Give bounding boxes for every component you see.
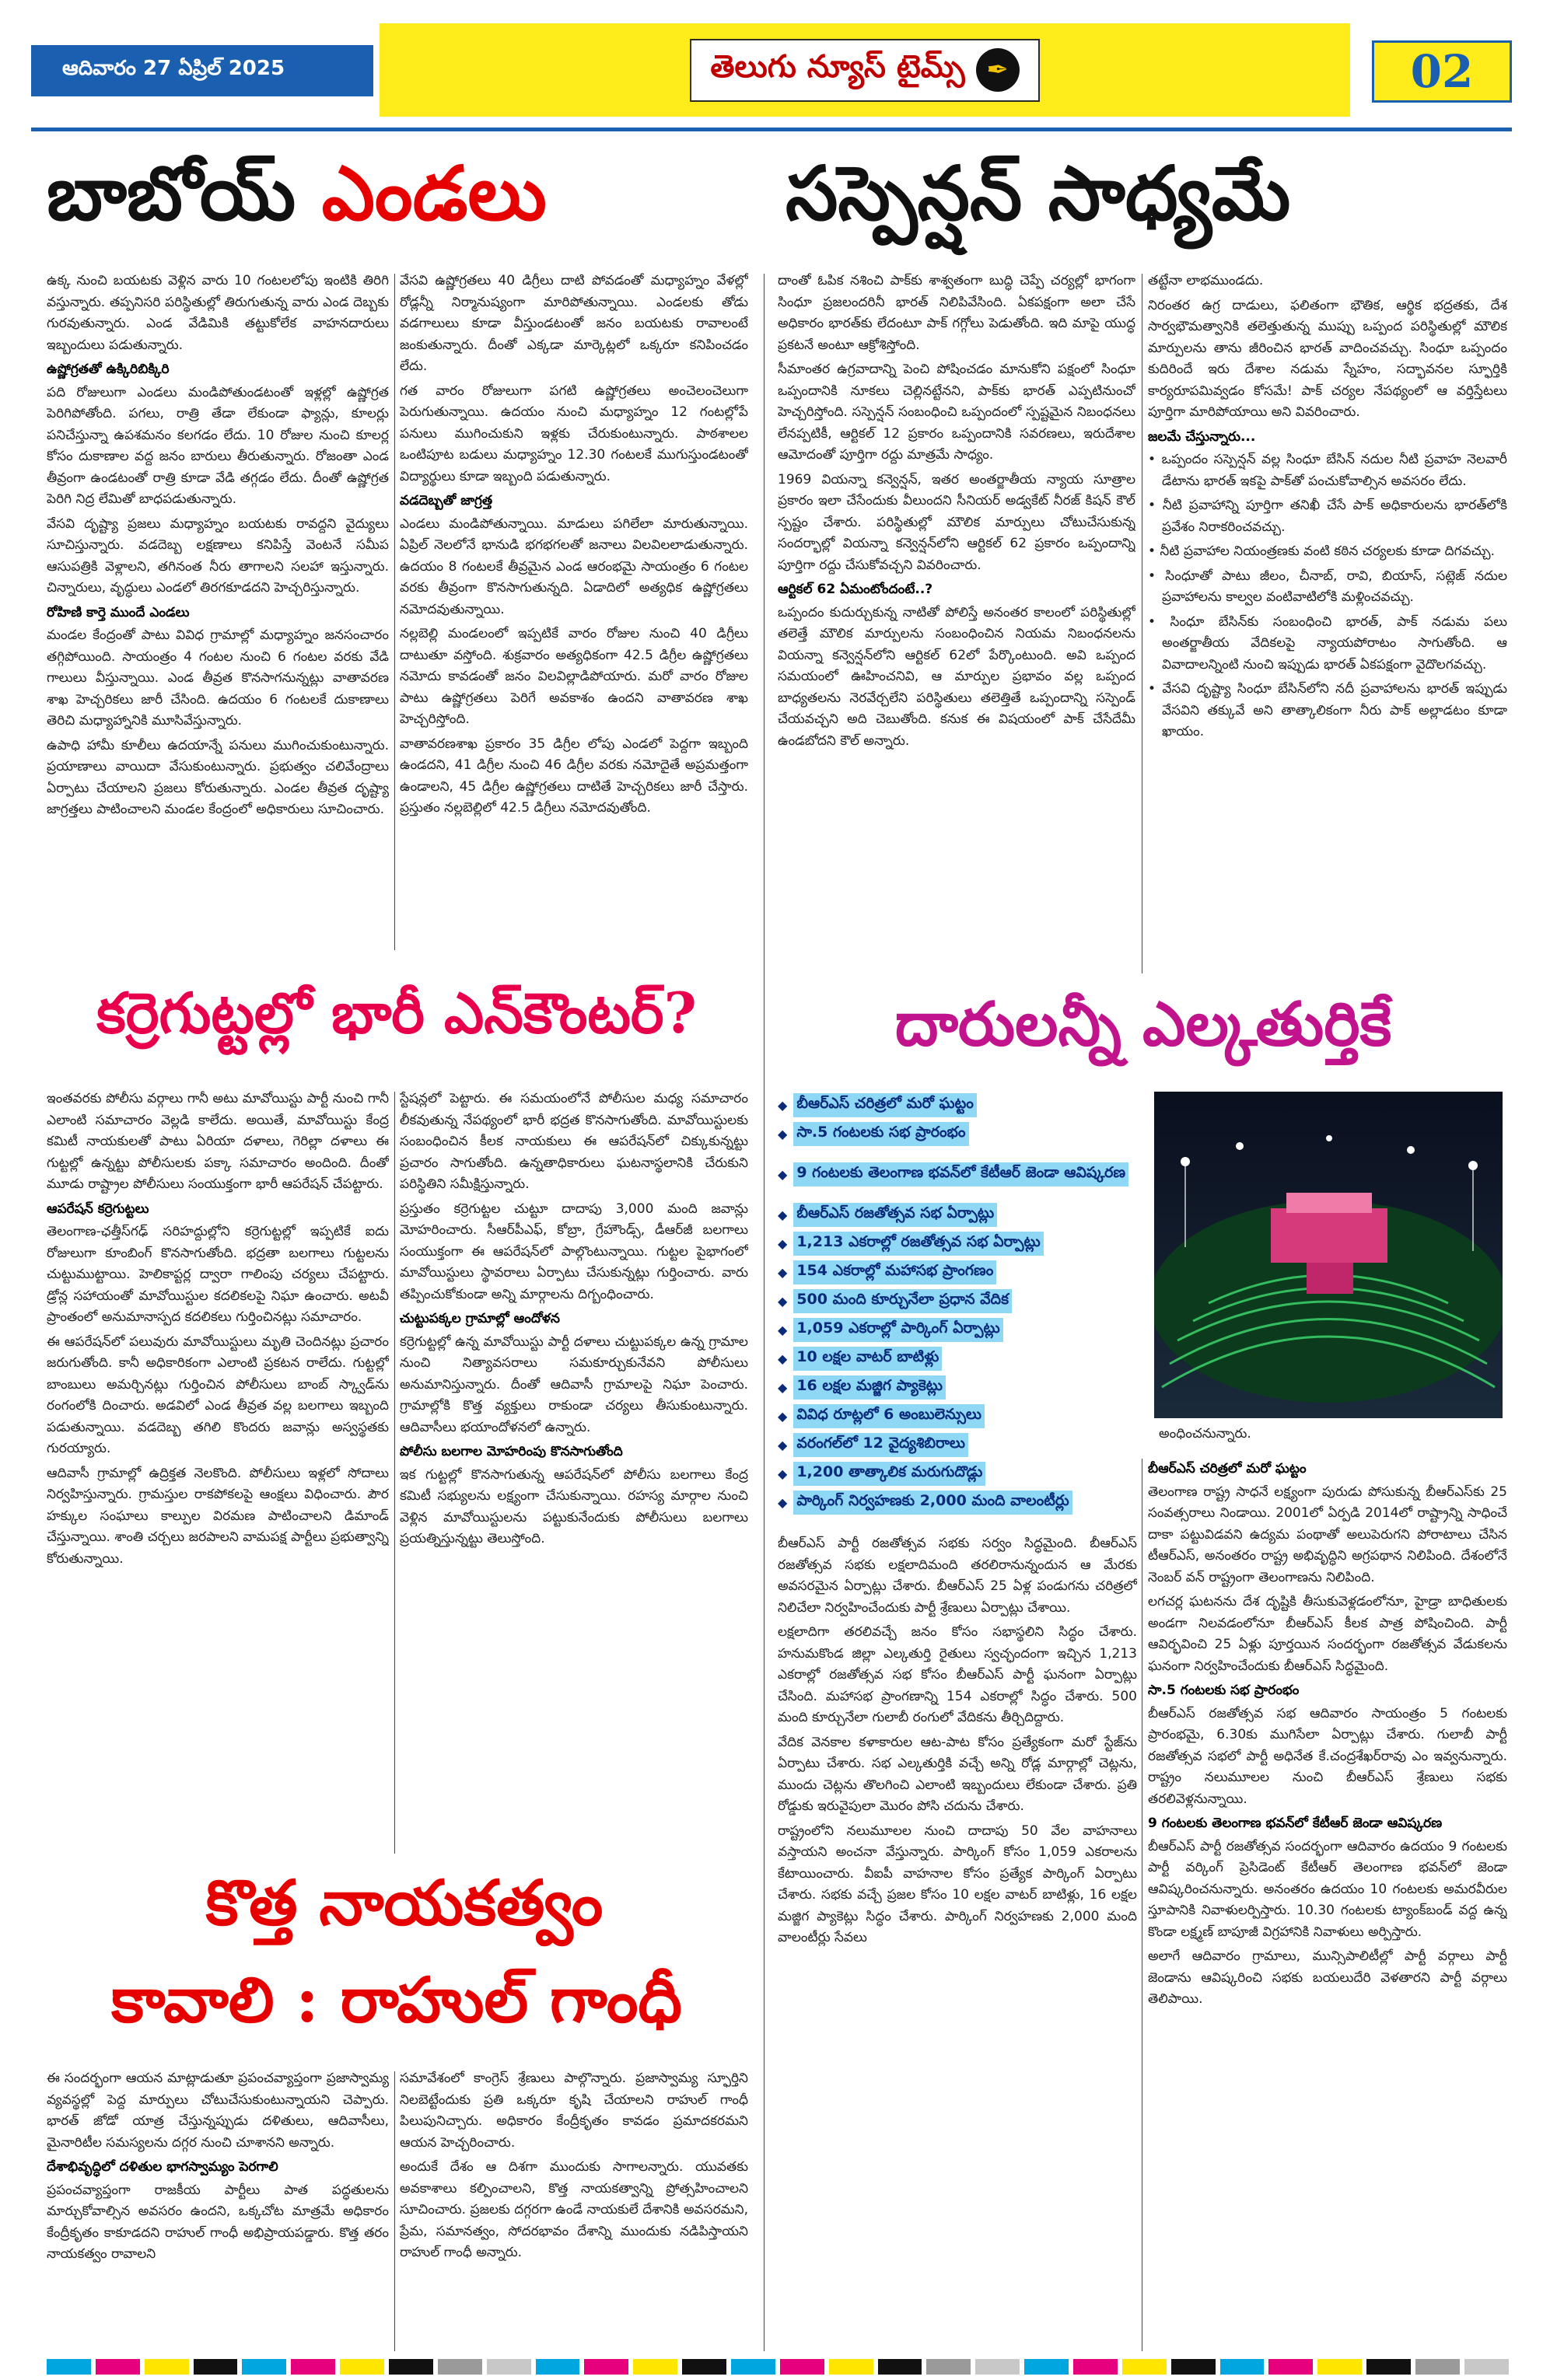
paragraph: లగచర్ల ఘటనను దేశ దృష్టికి తీసుకువెళ్లడంలోనూ, హైడ్రా బాధితులకు అండగా నిలవడంలోనూ బీఆర్ఎస్ కీలక పాత్ర పోషించింది. పార్టీ ఆవిర్భవించి 25 ఏళ్లు పూర్తయిన సందర్భంగా రజతోత్సవ వేడుకలను ఘనంగా నిర్వహించేందుకు బీఆర్ఎస్ సిద్ధమైంది. [1148, 1594, 1507, 1674]
article-heat-col2 [400, 271, 748, 955]
color-swatch [1171, 2359, 1216, 2375]
diamond-icon: ◆ [778, 1494, 788, 1510]
highlight-item: ◆ 16 లక్షల మజ్జిగ ప్యాకెట్లు [778, 1374, 1148, 1400]
color-swatch [194, 2359, 238, 2375]
paragraph: లక్షలాదిగా తరలివచ్చే జనం కోసం సభాస్థలిని సిద్ధం చేశారు. హనుమకొండ జిల్లా ఎల్కతుర్తి రైతులు స్వచ్ఛందంగా ఇచ్చిన 1,213 ఎకరాల్లో రజతోత్సవ సభ కోసం బీఆర్ఎస్ పార్టీ ఘనంగా ఏర్పాట్లు చేసింది. మహాసభ ప్రాంగణాన్ని 154 ఎకరాల్లో సిద్ధం చేశారు. 500 మంది కూర్చునేలా గులాబీ రంగులో వేదికను తీర్చిదిద్దారు. [778, 1624, 1137, 1725]
diamond-icon: ◆ [778, 1351, 788, 1366]
bullet-paragraph: • ఒప్పందం సస్పెన్షన్ వల్ల సింధూ బేసిన్ నదుల నీటి ప్రవాహ నెలవారీ డేటాను భారత్ ఇకపై పాక్‌తో పంచుకోవాల్సిన అవసరం లేదు. [1148, 452, 1507, 489]
color-swatch [829, 2359, 873, 2375]
paragraph: ఉపాధి హామీ కూలీలు ఉదయాన్నే పనులు ముగించుకుంటున్నారు. ప్రయాణాలు వాయిదా వేసుకుంటున్నారు. ప్రభుత్వం చలివేంద్రాలు ఏర్పాటు చేయాలని ప్రజలు కోరుతున్నారు. ఎండల తీవ్రత దృష్ట్యా జాగ్రత్తలు పాటించాలని మండల కేంద్రంలో అధికారులు సూచించారు. [47, 737, 389, 817]
diamond-icon: ◆ [778, 1437, 788, 1452]
paragraph: ఈ సందర్భంగా ఆయన మాట్లాడుతూ ప్రపంచవ్యాప్తంగా ప్రజాస్వామ్య వ్యవస్థల్లో పెద్ద మార్పులు చోటుచేసుకుంటున్నాయని చెప్పారు. భారత్ జోడో యాత్ర చేస్తున్నప్పుడు దళితులు, ఆదివాసీలు, మైనారిటీల సమస్యలను దగ్గర నుంచి చూశానని అన్నారు. [47, 2071, 389, 2151]
newspaper-logo [690, 39, 1039, 102]
highlight-item: ◆ 9 గంటలకు తెలంగాణ భవన్‌లో కేటీఆర్ జెండా ఆవిష్కరణ [778, 1149, 1148, 1199]
highlight-item: ◆ 10 లక్షల వాటర్ బాటిళ్లు [778, 1345, 1148, 1372]
paragraph: ఉక్క నుంచి బయటకు వెళ్లిన వారు 10 గంటలలోపు ఇంటికి తిరిగి వస్తున్నారు. తప్పనిసరి పరిస్థితుల్లో తిరుగుతున్న వారు ఎండ దెబ్బకు గురవుతున్నారు. ఎండ వేడిమికి తట్టుకోలేక వాహనదారులు ఇబ్బందులు పడుతున్నారు. [47, 273, 389, 353]
paragraph: వేదిక వెనకాల కళాకారుల ఆట-పాట కోసం ప్రత్యేకంగా మరో స్టేజ్‌ను ఏర్పాటు చేశారు. సభ ఎల్కతుర్తికి వచ్చే అన్ని రోడ్ల మార్గాల్లో చెట్లను, ముందు చెట్లను తొలగించి ఎలాంటి ఇబ్బందులు లేకుండా చేశారు. ప్రతి రోడ్డుకు ఇరువైపులా మొరం పోసి చదును చేశారు. [778, 1734, 1137, 1814]
color-swatch [1366, 2359, 1411, 2375]
diamond-icon: ◆ [778, 1466, 788, 1481]
subheading: వడదెబ్బతో జాగ్రత్త [400, 493, 493, 509]
subheading: జలమే చేస్తున్నారు... [1148, 428, 1256, 445]
paragraph: ఆదివాసీ గ్రామాల్లో ఉద్రిక్తత నెలకొంది. పోలీసులు ఇళ్లలో సోదాలు నిర్వహిస్తున్నారు. గ్రామస్తుల రాకపోకలపై ఆంక్షలు విధించారు. పౌర హక్కుల సంఘాలు కాల్పుల విరమణ పాటించాలని డిమాండ్ చేస్తున్నాయి. శాంతి చర్చలు జరపాలని వామపక్ష పార్టీలు ప్రభుత్వాన్ని కోరుతున్నాయి. [47, 1465, 389, 1567]
paragraph: తెలంగాణ-ఛత్తీస్‌గఢ్ సరిహద్దుల్లోని కర్రెగుట్టల్లో ఇప్పటికే ఐదు రోజులుగా కూంబింగ్ కొనసాగుతోంది. భద్రతా బలగాలు గుట్టలను చుట్టుముట్టాయి. హెలికాప్టర్ల ద్వారా గాలింపు చర్యలు చేపట్టారు. డ్రోన్ల సహాయంతో మావోయిస్టుల కదలికలపై నిఘా ఉంచారు. అటవీ ప్రాంతంలో అనుమానాస్పద కదలికలు గుర్తించినట్లు సమాచారం. [47, 1224, 389, 1325]
highlight-item: ◆ బీఆర్ఎస్ చరిత్రలో మరో ఘట్టం [778, 1092, 1148, 1118]
article-rahul-col2 [400, 2068, 748, 2351]
color-swatch [682, 2359, 726, 2375]
paragraph: గత వారం రోజులుగా పగటి ఉష్ణోగ్రతలు అంచెలంచెలుగా పెరుగుతున్నాయి. ఉదయం నుంచి మధ్యాహ్నం 12 గంటల్లోపే పనులు ముగించుకుని ఇళ్లకు చేరుకుంటున్నారు. పాఠశాలల ఒంటిపూట బడులు మధ్యాహ్నం 12.30 గంటలకే ముగుస్తుండటంతో విద్యార్థులు కూడా ఇబ్బంది పడుతున్నారు. [400, 383, 748, 484]
highlight-item: ◆ పార్కింగ్ నిర్వహణకు 2,000 మంది వాలంటీర్లు [778, 1489, 1148, 1515]
color-swatch [584, 2359, 628, 2375]
diamond-icon: ◆ [778, 1207, 788, 1222]
column-divider [764, 274, 765, 2351]
subheading: 9 గంటలకు తెలంగాణ భవన్‌లో కేటీఆర్ జెండా ఆవిష్కరణ [1148, 1816, 1443, 1831]
headline-elkathurthi: దారులన్నీ ఎల్కతుర్తికే [894, 989, 1392, 1060]
paragraph: రాష్ట్రంలోని నలుమూలల నుంచి దాదాపు 50 వేల వాహనాలు వస్తాయని అంచనా వేస్తున్నారు. పార్కింగ్ కోసం 1,059 ఎకరాలను కేటాయించారు. వీఐపీ వాహనాల కోసం ప్రత్యేక పార్కింగ్ ఏర్పాటు చేశారు. సభకు వచ్చే ప్రజల కోసం 10 లక్షల వాటర్ బాటిళ్లు, 16 లక్షల మజ్జిగ ప్యాకెట్లు సిద్ధం చేశారు. పార్కింగ్ నిర్వహణకు 2,000 మంది వాలంటీర్లు సేవలు [778, 1823, 1137, 1945]
bullet-paragraph: • నీటి ప్రవాహాల నియంత్రణకు వంటి కఠిన చర్యలకు కూడా దిగవచ్చు. [1148, 543, 1495, 559]
color-swatch [1073, 2359, 1118, 2375]
color-swatch [780, 2359, 824, 2375]
subheading: బీఆర్ఎస్ చరిత్రలో మరో ఘట్టం [1148, 1461, 1307, 1477]
article-elkathurthi-col2 [1148, 1456, 1507, 2351]
paragraph: వేసవి దృష్ట్యా ప్రజలు మధ్యాహ్నం బయటకు రావద్దని వైద్యులు సూచిస్తున్నారు. వడదెబ్బ లక్షణాలు కనిపిస్తే వెంటనే సమీప ఆసుపత్రికి వెళ్లాలని, తగినంత నీరు తాగాలని సలహా ఇస్తున్నారు. చిన్నారులు, వృద్ధులు ఎండలో తిరగకూడదని హెచ్చరిస్తున్నారు. [47, 515, 389, 596]
color-swatch [1415, 2359, 1460, 2375]
headline-suspension: సస్పెన్షన్ సాధ్యమే [785, 149, 1291, 237]
headline-heat-part2: ఎండలు [321, 149, 547, 237]
paragraph: 1969 వియన్నా కన్వెన్షన్, ఇతర అంతర్జాతీయ న్యాయ సూత్రాల ప్రకారం ఇలా చేసేందుకు వీలుందని సీనియర్ అడ్వకేట్ నీరజ్ కిషన్ కౌల్ స్పష్టం చేశారు. పరిస్థితుల్లో మౌలిక మార్పులు చోటుచేసుకున్న సందర్భాల్లో వియన్నా కన్వెన్షన్‌లోని ఆర్టికల్ 62 ప్రకారం ఒప్పందాన్ని పూర్తిగా రద్దు చేసుకోవచ్చని వివరించారు. [778, 471, 1135, 573]
subheading: ఉష్ణోగ్రతతో ఉక్కిరిబిక్కిరి [47, 362, 170, 377]
bullet-paragraph: • నీటి ప్రవాహాన్ని పూర్తిగా తనిఖీ చేసే పాక్ అధికారులను భారత్‌లోకి ప్రవేశం నిరాకరించవచ్చు. [1148, 498, 1507, 535]
article-heat-col1 [47, 271, 389, 955]
paragraph: అలాగే ఆదివారం గ్రామాలు, మున్సిపాలిటీల్లో పార్టీ వర్గాలు పార్టీ జెండాను ఆవిష్కరించి సభకు బయలుదేరి వెళతారని పార్టీ వర్గాలు తెలిపాయి. [1148, 1948, 1507, 2007]
paragraph: ఒప్పందం కుదుర్చుకున్న నాటితో పోలిస్తే అనంతర కాలంలో పరిస్థితుల్లో తలెత్తే మౌలిక మార్పులను సంబంధించిన నియమ నిబంధనలను వియన్నా కన్వెన్షన్‌లోని ఆర్టికల్ 62లో పేర్కొంటుంది. అవి ఒప్పంద సమయంలో ఊహించనివి, ఆ మార్పుల ప్రభావం వల్ల ఒప్పంద బాధ్యతలను నెరవేర్చలేని పరిస్థితులు తలెత్తితే ఒప్పందాన్ని సస్పెండ్ చేయవచ్చని అది చెబుతోంది. కనుక ఈ విషయంలో పాక్ చేసేదేమీ ఉండబోదని కౌల్ అన్నారు. [778, 604, 1135, 749]
paragraph: సమావేశంలో కాంగ్రెస్ శ్రేణులు పాల్గొన్నారు. ప్రజాస్వామ్య స్ఫూర్తిని నిలబెట్టేందుకు ప్రతి ఒక్కరూ కృషి చేయాలని రాహుల్ గాంధీ పిలుపునిచ్చారు. అధికారం కేంద్రీకృతం కావడం ప్రమాదకరమని ఆయన హెచ్చరించారు. [400, 2071, 748, 2151]
paragraph: బీఆర్ఎస్ పార్టీ రజతోత్సవ సభకు సర్వం సిద్ధమైంది. బీఆర్ఎస్ రజతోత్సవ సభకు లక్షలాదిమంది తరలిరానున్నందున ఆ మేరకు అవసరమైన ఏర్పాట్లు చేశారు. బీఆర్ఎస్ 25 ఏళ్ల పండుగను చరిత్రలో నిలిచేలా నిర్వహించేందుకు పార్టీ శ్రేణులు ఏర్పాట్లు చేశాయి. [778, 1536, 1137, 1616]
subheading: దేశాభివృద్ధిలో దళితుల భాగస్వామ్యం పెరగాలి [47, 2159, 278, 2175]
subheading: ఆర్టికల్ 62 ఏమంటోందంటే..? [778, 582, 933, 597]
paragraph: కర్రెగుట్టల్లో ఉన్న మావోయిస్టు పార్టీ దళాలు చుట్టుపక్కల ఉన్న గ్రామాల నుంచి నిత్యావసరాలు సమకూర్చుకునేవని పోలీసులు అనుమానిస్తున్నారు. దీంతో ఆదివాసీ గ్రామాలపై నిఘా పెంచారు. గ్రామాల్లోకి కొత్త వ్యక్తులు రాకుండా చర్యలు తీసుకుంటున్నారు. ఆదివాసీలు భయాందోళనలో ఉన్నారు. [400, 1333, 748, 1435]
diamond-icon: ◆ [778, 1408, 788, 1424]
color-swatch [1024, 2359, 1069, 2375]
pen-nib-icon: ✒ [976, 48, 1020, 92]
paragraph: ఎండలు మండిపోతున్నాయి. మాడులు పగిలేలా మారుతున్నాయి. ఏప్రిల్ నెలలోనే భానుడి భగభగలతో జనాలు విలవిలలాడుతున్నారు. ఉదయం 8 గంటలకే తీవ్రమైన ఎండ ఆరంభమై సాయంత్రం 6 గంటల వరకు తీవ్రంగా కొనసాగుతున్నది. ఏడాదిలో అత్యధిక ఉష్ణోగ్రతలు నమోదవుతున్నాయి. [400, 515, 748, 617]
column-divider [394, 1092, 395, 1854]
color-swatch [389, 2359, 433, 2375]
highlight-item: ◆ వివిధ రూట్లలో 6 అంబులెన్సులు [778, 1403, 1148, 1429]
bullet-paragraph: • సింధూతో పాటు జీలం, చీనాబ్, రావి, బియాస్, సట్లెజ్ నదుల ప్రవాహాలను కాల్వల వంటివాటిలోకి మళ్లించవచ్చు. [1148, 568, 1507, 605]
paragraph: దాంతో ఓపిక నశించి పాక్‌కు శాశ్వతంగా బుద్ధి చెప్పే చర్యల్లో భాగంగా సింధూ ప్రజలందరినీ భారత్ నిలిపివేసింది. ఏకపక్షంగా అలా చేసే అధికారం భారత్‌కు లేదంటూ పాక్ గగ్గోలు పెడుతోంది. ఇది మాపై యుద్ధ ప్రకటనే అంటూ ఆక్రోశిస్తోంది. [778, 273, 1135, 353]
highlight-item: ◆ 1,059 ఎకరాల్లో పార్కింగ్ ఏర్పాట్లు [778, 1316, 1148, 1343]
highlight-item: ◆ 1,200 తాత్కాలిక మరుగుదొడ్లు [778, 1460, 1148, 1487]
color-swatch [1122, 2359, 1167, 2375]
paragraph: నిరంతర ఉగ్ర దాడులు, ఫలితంగా భౌతిక, ఆర్థిక భద్రతకు, దేశ సార్వభౌమత్వానికి తలెత్తుతున్న ముప్పు ఒప్పంద పరిస్థితుల్లో మౌలిక మార్పులను తాను జీరించిన భారత్ వాదించవచ్చు. సింధూ ఒప్పందం కుదిరిందే ఇరు దేశాల నడుమ స్నేహం, సద్భావనల స్ఫూర్తికి కార్యరూపమివ్వడం కోసమే! పాక్ చర్యల నేపథ్యంలో ఆ వర్తిస్తేటలు పూర్తిగా మారిపోయాయి అని వివరించారు. [1148, 297, 1507, 420]
paragraph: నల్లబెల్లి మండలంలో ఇప్పటికే వారం రోజుల నుంచి 40 డిగ్రీలు దాటుతూ వస్తోంది. శుక్రవారం అత్యధికంగా 42.5 డిగ్రీల ఉష్ణోగ్రతలు నమోదు కావడంతో జనం విలవిల్లాడిపోయారు. మరో వారం రోజుల పాటు ఉష్ణోగ్రతలు పెరిగే అవకాశం ఉందని వాతావరణ శాఖ హెచ్చరిస్తోంది. [400, 626, 748, 727]
masthead-rule [31, 128, 1512, 131]
diamond-icon: ◆ [778, 1097, 788, 1113]
paragraph: ఇక గుట్టల్లో కొనసాగుతున్న ఆపరేషన్‌లో పోలీసు బలగాలు కేంద్ర కమిటీ సభ్యులను లక్ష్యంగా చేసుకున్నాయి. రహస్య మార్గాల నుంచి వెళ్లిన మావోయిస్టులను పట్టుకునేందుకు పోలీసులు బలగాలు ప్రయత్నిస్తున్నట్టు తెలుస్తోంది. [400, 1466, 748, 1546]
diamond-icon: ◆ [778, 1293, 788, 1309]
color-swatch [96, 2359, 140, 2375]
logo-banner [380, 23, 1350, 117]
color-swatch [145, 2359, 189, 2375]
paragraph: అందుకే దేశం ఆ దిశగా ముందుకు సాగాలన్నారు. యువతకు అవకాశాలు కల్పించాలని, కొత్త నాయకత్వాన్ని ప్రోత్సహించాలని సూచించారు. ప్రజలకు దగ్గరగా ఉండే నాయకులే దేశానికి అవసరమని, ప్రేమ, సమానత్వం, సోదరభావం దేశాన్ని ముందుకు నడిపిస్తాయని రాహుల్ గాంధీ అన్నారు. [400, 2159, 748, 2260]
color-swatch [340, 2359, 384, 2375]
headline-heat [47, 149, 747, 266]
color-swatch [438, 2359, 482, 2375]
issue-date: ఆదివారం 27 ఏప్రిల్ 2025 [31, 45, 373, 96]
photo-caption: అంధించనున్నారు. [1159, 1426, 1251, 1442]
subheading: ఆపరేషన్ కర్రెగుట్టలు [47, 1200, 149, 1217]
diamond-icon: ◆ [778, 1126, 788, 1141]
article-rahul-col1 [47, 2068, 389, 2351]
headline-heat-part1: బాబోయ్ [47, 149, 322, 237]
color-swatch [731, 2359, 775, 2375]
color-swatch [926, 2359, 971, 2375]
color-swatch [633, 2359, 677, 2375]
color-swatch [487, 2359, 531, 2375]
color-swatch [1317, 2359, 1362, 2375]
article-elkathurthi-col1 [778, 1533, 1137, 2351]
color-swatch [1220, 2359, 1265, 2375]
color-swatch [536, 2359, 580, 2375]
subheading: పోలీసు బలగాల మోహరింపు కొనసాగుతోంది [400, 1444, 623, 1459]
column-divider [394, 274, 395, 950]
headline-encounter: కర్రెగుట్టల్లో భారీ ఎన్‌కౌంటర్? [96, 980, 697, 1046]
paragraph: బీఆర్ఎస్ పార్టీ రజతోత్సవ సందర్భంగా ఆదివారం ఉదయం 9 గంటలకు పార్టీ వర్కింగ్ ప్రెసిడెంట్ కేటీఆర్ తెలంగాణ భవన్‌లో జెండా ఆవిష్కరించనున్నారు. అనంతరం ఉదయం 10 గంటలకు అమరవీరుల స్తూపానికి నివాళులర్పిస్తారు. 10.30 గంటలకు ట్యాంక్‌బండ్ వద్ద ఉన్న కొండా లక్ష్మణ్ బాపూజీ విగ్రహానికి నివాళులు అర్పిస్తారు. [1148, 1838, 1507, 1940]
paragraph: సీమాంతర ఉగ్రవాదాన్ని పెంచి పోషించడం మానుకోని పక్షంలో సింధూ ఒప్పందానికి నూకలు చెల్లినట్టేనని, పాక్‌కు భారత్ ఎప్పటినుంచో హెచ్చరిస్తోంది. సస్పెన్షన్ సంబంధించి ఒప్పందంలో స్పష్టమైన నిబంధనలు లేనప్పటికీ, ఆర్టికల్ 12 ప్రకారం ఒప్పందానికి సవరణలు, ఇరుదేశాల ఆమోదంతో పూర్తిగా రద్దు మాత్రమే సాధ్యం. [778, 362, 1135, 463]
headline-rahul-gandhi: కావాలి : రాహుల్ గాంధీ [111, 1963, 682, 2036]
diamond-icon: ◆ [778, 1166, 788, 1182]
subheading: రోహిణి కార్తె ముందే ఎండలు [47, 604, 190, 620]
paragraph: మండల కేంద్రంతో పాటు వివిధ గ్రామాల్లో మధ్యాహ్నం జనసంచారం తగ్గిపోయింది. సాయంత్రం 4 గంటల నుంచి 6 గంటల వరకు వేడి గాలులు వీస్తున్నాయి. ఎండ తీవ్రత కొనసాగనున్నట్లు వాతావరణ శాఖ హెచ్చరికలు జారీ చేసింది. ఉదయం 6 గంటలకే దుకాణాలు తెరిచి మధ్యాహ్నానికి మూసివేస్తున్నారు. [47, 627, 389, 729]
diamond-icon: ◆ [778, 1322, 788, 1337]
paragraph: వేసవి ఉష్ణోగ్రతలు 40 డిగ్రీలు దాటి పోవడంతో మధ్యాహ్నం వేళల్లో రోడ్లన్నీ నిర్మానుష్యంగా మారిపోతున్నాయి. ఎండలకు తోడు వడగాలులు కూడా వీస్తుండటంతో జనం బయటకు రావాలంటే జంకుతున్నారు. దీంతో ఎక్కడా మార్కెట్లలో ఒక్కరూ కనిపించడం లేదు. [400, 273, 748, 374]
diamond-icon: ◆ [778, 1235, 788, 1251]
bullet-paragraph: • సింధూ బేసిన్‌కు సంబంధించి భారత్, పాక్ నడుమ పలు అంతర్జాతీయ వేదికలపై న్యాయపోరాటం సాగుతోంది. ఆ వివాదాలన్నింటి నుంచి ఇప్పుడు భారత్ ఏకపక్షంగా వైదొలగవచ్చు. [1148, 613, 1507, 673]
subheading: చుట్టుపక్కల గ్రామాల్లో ఆందోళన [400, 1311, 560, 1326]
paragraph: బీఆర్ఎస్ రజతోత్సవ సభ ఆదివారం సాయంత్రం 5 గంటలకు ప్రారంభమై, 6.30కు ముగిసేలా ఏర్పాట్లు చేశారు. గులాబీ పార్టీ రజతోత్సవ సభలో పార్టీ అధినేత కే.చంద్రశేఖర్‌రావు ఎం ఇవ్వనున్నారు. రాష్ట్రం నలుమూలల నుంచి బీఆర్ఎస్ శ్రేణులు సభకు తరలివెళ్లనున్నాయి. [1148, 1705, 1507, 1807]
article-suspension-col1 [778, 271, 1135, 1067]
highlight-item: ◆ 1,213 ఎకరాల్లో రజతోత్సవ సభ ఏర్పాట్లు [778, 1230, 1148, 1256]
rally-venue-photo [1154, 1092, 1503, 1418]
page-number: 02 [1372, 40, 1512, 103]
column-divider [394, 2071, 395, 2351]
print-color-bar [47, 2359, 1509, 2375]
article-suspension-col2 [1148, 271, 1507, 1067]
highlight-item: ◆ 500 మంది కూర్చునేలా ప్రధాన వేదిక [778, 1288, 1148, 1314]
bullet-paragraph: • వేసవి దృష్ట్యా సింధూ బేసిన్‌లోని నదీ ప్రవాహాలను భారత్ ఇప్పుడు వేసవిని తక్కువే అని తాత్కాలికంగా నీరు పాక్ అల్లాడటం కూడా ఖాయం. [1148, 681, 1507, 739]
color-swatch [1268, 2359, 1313, 2375]
diamond-icon: ◆ [778, 1264, 788, 1280]
highlight-item: ◆ బీఆర్ఎస్ రజతోత్సవ సభ ఏర్పాట్లు [778, 1201, 1148, 1228]
highlight-item: ◆ వరంగల్‌లో 12 వైద్యశిబిరాలు [778, 1431, 1148, 1458]
paragraph: తెలంగాణ రాష్ట్ర సాధనే లక్ష్యంగా పురుడు పోసుకున్న బీఆర్ఎస్‌కు 25 సంవత్సరాలు నిండాయి. 2001లో ఏర్పడి 2014లో రాష్ట్రాన్ని సాధించే దాకా పట్టువిడవని ఉద్యమ పంథాతో అలుపెరుగని పోరాటాలు చేసిన టీఆర్ఎస్, అనంతరం రాష్ట్ర అభివృద్ధిని అగ్రపథాన నిలిపింది. దేశంలోనే నెంబర్ వన్ రాష్ట్రంగా తెలంగాణను నిలిపింది. [1148, 1484, 1507, 1585]
paragraph: వాతావరణశాఖ ప్రకారం 35 డిగ్రీల లోపు ఎండలో పెద్దగా ఇబ్బంది ఉండదని, 41 డిగ్రీల నుంచి 46 డిగ్రీల వరకు నమోదైతే అప్రమత్తంగా ఉండాలని, 45 డిగ్రీల ఉష్ణోగ్రతలు దాటితే హెచ్చరికలు జారీ చేస్తారు. ప్రస్తుతం నల్లబెల్లిలో 42.5 డిగ్రీలు నమోదవుతోంది. [400, 736, 748, 816]
color-swatch [878, 2359, 922, 2375]
color-swatch [291, 2359, 335, 2375]
logo-title: తెలుగు న్యూస్ టైమ్స్ [710, 47, 965, 85]
diamond-icon: ◆ [778, 1379, 788, 1395]
color-swatch [1464, 2359, 1509, 2375]
masthead [31, 23, 1512, 117]
paragraph: ఈ ఆపరేషన్‌లో పలువురు మావోయిస్టులు మృతి చెందినట్లు ప్రచారం జరుగుతోంది. కానీ అధికారికంగా ఎలాంటి ప్రకటన రాలేదు. గుట్టల్లో బాంబులు అమర్చినట్లు గుర్తించిన పోలీసులు బాంబ్ స్క్వాడ్‌ను రంగంలోకి దించారు. అడవిలో ఎండ తీవ్రత వల్ల బలగాలు ఇబ్బంది పడుతున్నాయి. వడదెబ్బ తగిలి కొందరు జవాన్లు అస్వస్థతకు గురయ్యారు. [47, 1333, 389, 1456]
paragraph: స్టేషన్లలో పెట్టారు. ఈ సమయంలోనే పోలీసుల మధ్య సమాచారం లీకవుతున్న నేపథ్యంలో భారీ భద్రత కొనసాగుతోంది. మావోయిస్టులకు సంబంధించిన కీలక నాయకులు ఈ ఆపరేషన్‌లో చిక్కుకున్నట్టు ప్రచారం సాగుతోంది. ఉన్నతాధికారులు ఘటనాస్థలానికి చేరుకుని పరిస్థితిని సమీక్షిస్తున్నారు. [400, 1091, 748, 1192]
highlight-item: ◆ 154 ఎకరాల్లో మహాసభ ప్రాంగణం [778, 1259, 1148, 1285]
highlights-list [778, 1092, 1148, 1527]
highlight-item: ◆ సా.5 గంటలకు సభ ప్రారంభం [778, 1120, 1148, 1147]
headline-new-leadership: కొత్త నాయకత్వం [205, 1866, 604, 1939]
paragraph: ప్రపంచవ్యాప్తంగా రాజకీయ పార్టీలు పాత పద్ధతులను మార్చుకోవాల్సిన అవసరం ఉందని, ఒక్కచోట మాత్రమే అధికారం కేంద్రీకృతం కాకూడదని రాహుల్ గాంధీ అభిప్రాయపడ్డారు. కొత్త తరం నాయకత్వం రావాలని [47, 2182, 389, 2262]
color-swatch [242, 2359, 286, 2375]
paragraph: తట్టేనా లాభముండదు. [1148, 273, 1264, 288]
paragraph: ప్రస్తుతం కర్రెగుట్టల చుట్టూ దాదాపు 3,000 మంది జవాన్లు మోహరించారు. సీఆర్‌పీఎఫ్, కోబ్రా, గ్రేహౌండ్స్, డీఆర్‌జీ బలగాలు సంయుక్తంగా ఈ ఆపరేషన్‌లో పాల్గొంటున్నాయి. గుట్టల పైభాగంలో మావోయిస్టులు స్థావరాలు ఏర్పాటు చేసుకున్నట్లు గుర్తించారు. వారు తప్పించుకోకుండా అన్ని మార్గాలను దిగ్బంధించారు. [400, 1200, 748, 1302]
color-swatch [975, 2359, 1020, 2375]
color-swatch [47, 2359, 91, 2375]
paragraph: పది రోజులుగా ఎండలు మండిపోతుండటంతో ఇళ్లల్లో ఉష్ణోగ్రత పెరిగిపోతోంది. పగలు, రాత్రి తేడా లేకుండా ఫ్యాన్లు, కూలర్లు పనిచేస్తున్నా ఉపశమనం కలగడం లేదు. 10 రోజుల నుంచి కూలర్ల కోసం దుకాణాల వద్ద జనం బారులు తీరుతున్నారు. రోజంతా ఎండ తీవ్రంగా ఉండటంతో రాత్రి కూడా వేడి తగ్గడం లేదు. దీంతో ఉష్ణోగ్రత పెరిగి నిద్ర లేమితో బాధపడుతున్నారు. [47, 384, 389, 507]
paragraph: ఇంతవరకు పోలీసు వర్గాలు గానీ అటు మావోయిస్టు పార్టీ నుంచి గానీ ఎలాంటి సమాచారం వెల్లడి కాలేదు. అయితే, మావోయిస్టు కేంద్ర కమిటీ నాయకులతో పాటు ఏరియా దళాలు, గెరిల్లా దళాలు ఈ గుట్టల్లో ఉన్నట్టు పోలీసులకు పక్కా సమాచారం అందింది. దీంతో మూడు రాష్ట్రాల పోలీసులు సంయుక్తంగా భారీ ఆపరేషన్ చేపట్టారు. [47, 1091, 389, 1192]
subheading: సా.5 గంటలకు సభ ప్రారంభం [1148, 1683, 1300, 1698]
